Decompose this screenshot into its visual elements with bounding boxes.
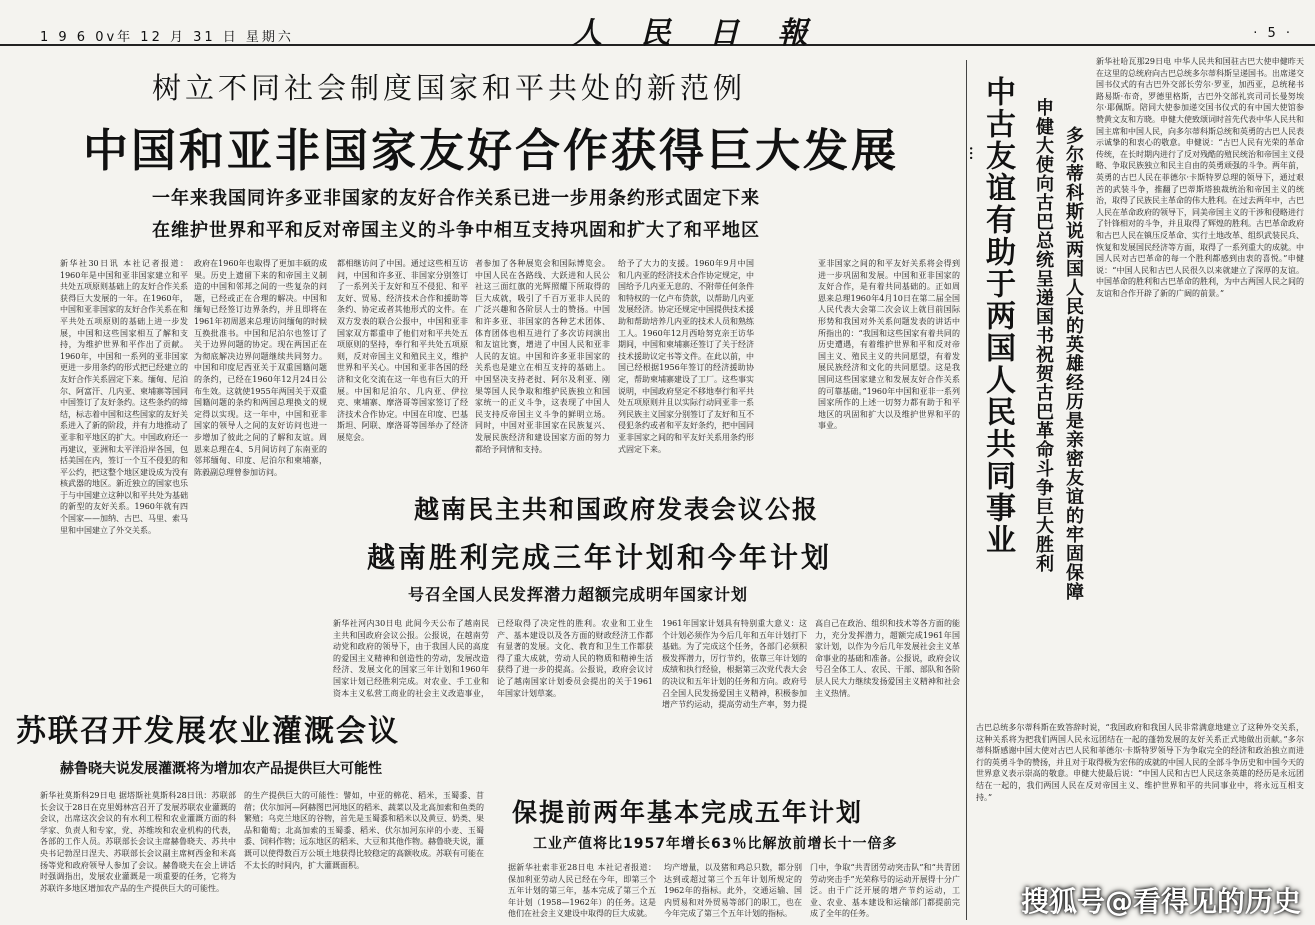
cuba-vertical-subheadline-1: 申健大使向古巴总统呈递国书祝贺古巴革命斗争巨大胜利	[1033, 98, 1054, 573]
bulgaria-subheadline: 工业产值将比1957年增长63％比解放前增长十一倍多	[533, 836, 898, 852]
column-rule	[966, 60, 967, 920]
lead-headline: 中国和亚非国家友好合作获得巨大发展	[83, 124, 900, 177]
bulgaria-body-2: 均产增量，以及猪和鸡总只数，都分别达到或超过第三个五年计划所规定的1962年的指标。此外，交通运输、国内贸易和对外贸易等部门的职工，也在今年完成了第三个五年计划的指标。	[664, 863, 802, 919]
vietnam-body-1: 新华社河内30日电 此间今天公布了越南民主共和国政府会议公报。公报说，在越南劳动党和政府的领导下，由于我国人民的高度的爱国主义精神和创造性的劳动，发展改造经济、发展文化的国家三年计划和1960年国家计划已经胜利完成。对农业、手工业和资本主义私营工商业的社会主义改造事业，已经取得了决定性的胜利。农业和工业生产、基本建设以及各方面的财政经济工作都有显著的发展。文化、教育和卫生工作都获得了重大成就，劳动人民的物质和精神生活获得了进一步的提高。公报说，政府会议讨论了越南国家计划委员会提出的关于1961年国家计划草案。	[333, 619, 653, 698]
bulgaria-headline: 保提前两年基本完成五年计划	[512, 798, 864, 827]
vietnam-subheadline: 号召全国人民发挥潜力超额完成明年国家计划	[408, 585, 749, 604]
lead-subheadline-1: 一年来我国同许多亚非国家的友好合作关系已进一步用条约形式固定下来	[152, 188, 760, 209]
decorative-dots: •••	[966, 146, 975, 161]
source-watermark: 搜狐号@看得见的历史	[1020, 885, 1301, 918]
cuba-body-2: 古巴总统多尔蒂科斯在致答辞时说，“我国政府和我国人民非常满意地建立了这种外交关系，这种关系将为把我们两国人民永远团结在一起的蓬勃发展的友好关系正式地做出贡献。”多尔蒂科斯感谢中国大使对古巴人民和菲德尔·卡斯特罗领导下为争取完全的经济和政治独立而进行的英勇斗争的赞扬，并且对于取得极为宏伟的成就的中国人民的全部斗争历史和中国今天的世界意义表示崇高的敬意。申健大使最后说：“中国人民和古巴人民这条英雄的经历是永远团结在一起的，我们两国人民在反对帝国主义、维护世界和平的共同事业中，将永远互相支持。”	[976, 723, 1304, 802]
ussr-body-1: 新华社莫斯科29日电 据塔斯社莫斯科28日讯：苏联部长会议于28日在克里姆林宫召开了发展苏联农业灌溉的会议，出席这次会议的有水利工程和农业灌溉方面的科学家、负责人和专家，党、苏维埃和农业机构的代表，各部的工作人员。苏联部长会议主席赫鲁晓夫、苏共中央书记勃涅日涅夫、苏联部长会议副主席柯西金和米高扬等党和政府领导人参加了会议。赫鲁晓夫在会上讲话时强调指出，发展农业灌溉是一项重要的任务，它将为苏联许多地区增加农产品的生产提供巨大的可能性。	[40, 791, 236, 893]
ussr-body-2: 的生产提供巨大的可能性：譬如，中亚的棉花、稻米，玉蜀黍、苜蓿；伏尔加河—阿赫图巴河地区的稻米、蔬菜以及北高加索和鱼类的繁殖；乌克兰地区的谷物，首先是玉蜀黍和稻米以及黄豆、奶类、果品和葡萄；北高加索的玉蜀黍、稻米、伏尔加河东岸的小麦、玉蜀黍、饲料作物；远东地区的稻米、大豆和其他作物。赫鲁晓夫说，灌溉可以使得数百万公顷土地获得比较稳定的高额收成。苏联有可能在不太长的时间内，扩大灌溉面积。	[244, 791, 484, 870]
lead-column-5: 给予了大力的支援。1960年9月中国和几内亚的经济技术合作协定规定，中国给予几内亚无息的、不附带任何条件和特权的一亿卢布贷款，以帮助几内亚发展经济。协定还规定中国提供技术援助和帮助培养几内亚的技术人员和熟练工人。1960年12月西哈努克亲王访华期间，中国和柬埔寨还签订了关于经济技术援助议定书等文件。在此以前，中国已经根据1956年签订的经济援助协定，帮助柬埔寨建设了工厂。这些事实说明，中国政府坚定不移地奉行和平共处五项原则并且以实际行动同亚非一系列民族主义国家分别签订了友好和互不侵犯条约或者和平友好条约，把中国同亚非国家之间的和平友好关系用条约形式固定下来。	[618, 259, 754, 454]
lead-subheadline-2: 在维护世界和平和反对帝国主义的斗争中相互支持巩固和扩大了和平地区	[152, 220, 760, 241]
vietnam-body-2: 1961年国家计划具有特别重大意义：这个计划必须作为今后几年和五年计划打下基础。为了完成这个任务，各部门必须积极发挥潜力，厉行节约，依靠三年计划的成绩和执行经验，根据第三次党代表大会的决议和五年计划的任务和方向。政府号召全国人民发扬爱国主义精神，积极参加增产节约运动，提高劳动生产率，努力提高自己在政治、组织和技术等各方面的能力，充分发挥潜力，超额完成1961年国家计划，以作为今后几年发展社会主义革命事业的基础和准备。公报说，政府会议号召全体工人、农民、干部、部队和各阶层人民大力继续发扬爱国主义精神和社会主义热情。	[662, 619, 960, 710]
lead-kicker: 树立不同社会制度国家和平共处的新范例	[152, 71, 747, 105]
vietnam-headline-2: 越南胜利完成三年计划和今年计划	[367, 541, 833, 574]
newspaper-name: 人 民 日 報	[572, 16, 822, 51]
cuba-vertical-headline: 中古友谊有助于两国人民共同事业	[980, 76, 1015, 556]
lead-column-1: 新华社30日讯 本社记者报道：1960年是中国和亚非国家建立和平共处五项原则基础上的友好合作关系获得巨大发展的一年。在1960年，中国和亚非国家的友好合作关系在和平共处五项原则的基础上进一步发展，中国和这些国家相互了解和支持，为维护世界和平作出了贡献。1960年，中国和一系列的亚非国家更进一步用条约的形式把已经建立的友好合作关系固定下来。缅甸、尼泊尔、阿富汗、几内亚、柬埔寨等国同中国签订了友好条约。这些条约的缔结，标志着中国和这些国家的友好关系进入了新的阶段，并有力地推动了亚非和平地区的扩大。中国政府还一再建议，亚洲和太平洋沿岸各国，包括美国在内，签订一个互不侵犯的和平公约，把这整个地区建设成为没有核武器的地区。新近独立的国家也乐于与中国建立这种以和平共处为基础的新型的友好关系。1960年就有四个国家——加纳、古巴、马里、索马里和中国建立了外交关系。	[60, 259, 188, 535]
lead-column-3: 都相继访问了中国。通过这些相互访问，中国和许多亚、非国家分别签订了一系列关于友好和互不侵犯、和平友好、贸易、经济技术合作和援助等条约、协定或者其他形式的文件。在双方发表的联合公报中，中国和亚非国家双方都重申了他们对和平共处五项原则的坚持，奉行和平共处五项原则，反对帝国主义和殖民主义，维护世界和平关心。中国和亚非各国的经济和文化交流在这一年也有巨大的开展。中国和尼泊尔、几内亚、伊拉克、柬埔寨、摩洛哥等国家签订了经济技术合作协定。中国在印度、巴基斯坦、阿联、摩洛哥等国举办了经济展览会。	[337, 259, 468, 442]
vietnam-headline-1: 越南民主共和国政府发表会议公报	[414, 495, 820, 524]
ussr-subheadline: 赫鲁晓夫说发展灌溉将为增加农产品提供巨大可能性	[60, 761, 382, 777]
cuba-body-1: 新华社哈瓦那29日电 中华人民共和国驻古巴大使申健昨天在这里的总统府向古巴总统多尔蒂科斯呈递国书。出席递交国书仪式的有古巴外交部长劳尔·罗亚，加西亚，总统秘书路易斯·布奇，罗德里格斯，古巴外交部礼宾司司长曼努埃尔·耶佩斯。陪同大使参加递交国书仪式的有中国大使馆参赞黄文友和方晓。申健大使致颂词时首先代表中华人民共和国主席和中国人民，向多尔蒂科斯总统和英勇的古巴人民表示诚挚的和衷心的敬意。申健说：“古巴人民有光荣的革命传统，在长时期内进行了反对残酷的殖民统治和帝国主义侵略、争取民族独立和民主自由的英勇顽强的斗争。两年前，英勇的古巴人民在菲德尔·卡斯特罗总理的领导下，通过艰苦的武装斗争，推翻了巴蒂斯塔独裁统治和帝国主义的统治，取得了民族民主革命的伟大胜利。在过去两年中，古巴人民在革命政府的领导下，同美帝国主义的干涉和侵略进行了针锋相对的斗争，并且取得了辉煌的胜利。古巴革命政府和古巴人民在镇压反革命、实行土地改革、组织武装民兵、恢复和发展国民经济等方面，取得了一系列重大的成就。中国人民对古巴革命的每一个胜利都感到由衷的喜悦。”申健说：“中国人民和古巴人民很久以来就建立了深厚的友谊。中国革命的胜利和古巴革命的胜利，为中古两国人民之间的友谊和合作开辟了新的广阔的前景。”	[1096, 57, 1304, 298]
lead-column-6: 亚非国家之间的和平友好关系将会得到进一步巩固和发展。中国和亚非国家的友好合作，是有着共同基础的。正如周恩来总理1960年4月10日在第二届全国人民代表大会第二次会议上就目前国际形势和我国对外关系问题发表的讲话中所指出的：“我国和这些国家有着共同的历史遭遇，有着维护世界和平和反对帝国主义、殖民主义的共同愿望，有着发展民族经济和文化的共同愿望。这是我国同这些国家建立和发展友好合作关系的可靠基础。”1960年中国和亚非一系列国家所作的上述一切努力都有助于和平地区的巩固和扩大以及维护世界和平的事业。	[818, 259, 960, 431]
page-number: · 5 ·	[1253, 26, 1293, 41]
issue-date: 1 9 6 0v年 12 月 31 日 星期六	[40, 30, 294, 45]
cuba-vertical-subheadline-2: 多尔蒂科斯说两国人民的英雄经历是亲密友谊的牢固保障	[1063, 126, 1084, 601]
bulgaria-body-1: 据新华社索非亚28日电 本社记者报道：保加利亚劳动人民已经在今年，即第三个五年计划的第三年，基本完成了第三个五年计划（1958—1962年）的任务。这是他们在社会主义建设中取得的巨大成就。	[508, 863, 656, 919]
bulgaria-body-3: 门中，争取“共青团劳动突击队”和“共青团劳动突击手”光荣称号的运动开展得十分广泛。由于广泛开展的增产节约运动，工业、农业、基本建设和运输部门都提前完成了全年的任务。	[810, 863, 960, 919]
lead-column-4: 者参加了各种展览会和国际博览会。中国人民在各路线、大跃进和人民公社这三面红旗的光辉照耀下所取得的巨大成就，吸引了千百万亚非人民的广泛兴趣和各阶层人士的赞扬。中国和许多亚、非国家的各种艺术团体、体育团体也相互进行了多次访问演出和友谊比赛，增进了中国人民和亚非人民的友谊。中国和许多亚非国家的关系也是建立在相互支持的基础上。中国坚决支持老挝、阿尔及利亚、刚果等国人民争取和维护民族独立和国家统一的正义斗争，这表现了中国人民支持反帝国主义斗争的鲜明立场。同时，中国对亚非国家在民族复兴、发展民族经济和建设国家方面的努力都给予同情和支持。	[475, 259, 610, 454]
ussr-headline: 苏联召开发展农业灌溉会议	[16, 714, 400, 749]
masthead	[0, 0, 1315, 51]
lead-column-2: 政府在1960年也取得了更加丰硕的成果。历史上遗留下来的和帝国主义制造的中国和邻邦之间的一些复杂的问题，已经或正在合理的解决。中国和缅甸已经签订边界条约，并且即将在1961年初周恩来总理访问缅甸的时候互换批准书。中国和尼泊尔也签订了关于边界问题的协定。现在两国正在为彻底解决边界问题继续共同努力。中国和印度尼西亚关于双重国籍问题的条约，已经在1960年12月24日公布生效。这就使1955年两国关于双重国籍问题的条约和两国总理换文的规定得以实现。这一年中，中国和亚非国家的领导人之间的友好访问也进一步增加了彼此之间的了解和友谊。周恩来总理在4、5月间访问了东南亚的邻邦缅甸、印度、尼泊尔和柬埔寨，陈毅副总理曾参加访问。	[194, 259, 327, 477]
